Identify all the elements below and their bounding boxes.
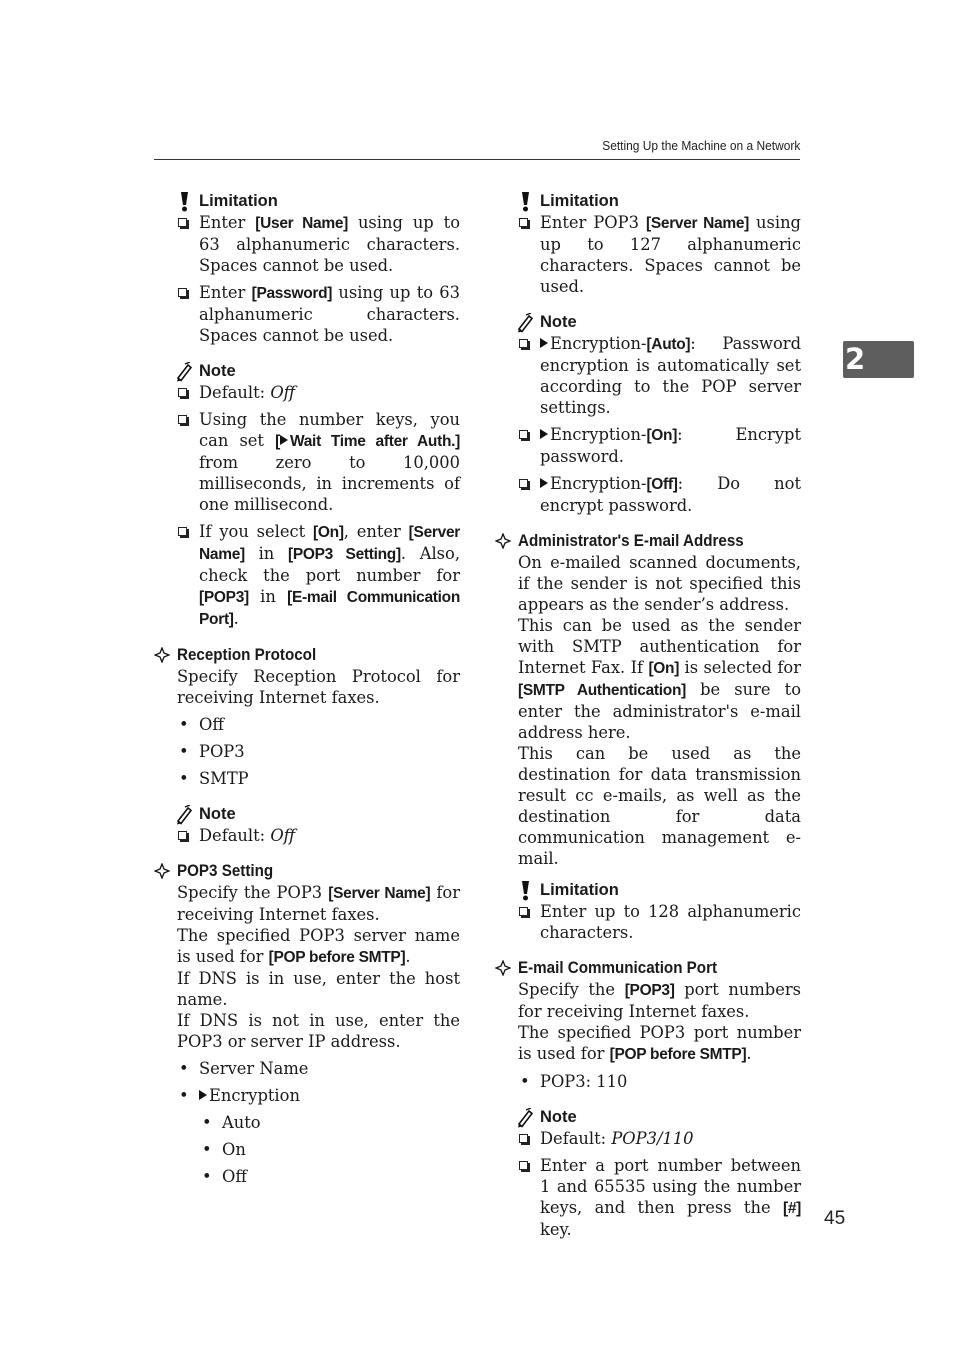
checkbox-bullet-icon xyxy=(519,1134,528,1143)
checkbox-bullet-icon xyxy=(178,831,187,840)
section-heading: Reception Protocol xyxy=(154,644,460,666)
left-column xyxy=(154,190,460,1187)
pencil-icon xyxy=(517,1108,534,1128)
triangle-icon xyxy=(540,478,548,488)
note-label: Note xyxy=(540,313,577,331)
checkbox-bullet-icon xyxy=(519,218,528,227)
note-item: Encryption-[Off]: Do not encrypt password. xyxy=(495,473,801,516)
limitation-label: Limitation xyxy=(540,192,619,210)
triangle-icon xyxy=(540,429,548,439)
pencil-icon xyxy=(176,362,193,382)
section-description: This can be used as the destination for data transmission result cc e-mails, as well as the destination for data communication management e-mail. xyxy=(518,744,801,868)
section-description: Specify the [POP3] port numbers for receiving Internet faxes. xyxy=(518,980,801,1021)
exclamation-icon xyxy=(176,192,193,212)
limitation-item: Enter POP3 [Server Name] using up to 127 alphanumeric characters. Spaces cannot be used. xyxy=(495,212,801,297)
checkbox-bullet-icon xyxy=(519,430,528,439)
checkbox-bullet-icon xyxy=(178,527,187,536)
limitation-label: Limitation xyxy=(540,881,619,899)
limitation-item: Enter [Password] using up to 63 alphanumeric characters. Spaces cannot be used. xyxy=(154,282,460,346)
checkbox-bullet-icon xyxy=(519,479,528,488)
diamond-bullet-icon xyxy=(154,863,170,879)
exclamation-icon xyxy=(517,881,534,901)
checkbox-bullet-icon xyxy=(178,218,187,227)
list-item: • POP3 xyxy=(154,741,460,762)
triangle-icon xyxy=(540,338,548,348)
section-description: Specify Reception Protocol for receiving Internet faxes. xyxy=(177,667,460,707)
checkbox-bullet-icon xyxy=(519,339,528,348)
section-description: If DNS is in use, enter the host name. xyxy=(177,969,460,1009)
checkbox-bullet-icon xyxy=(178,415,187,424)
checkbox-bullet-icon xyxy=(519,907,528,916)
limitation-item: Enter [User Name] using up to 63 alphanumeric characters. Spaces cannot be used. xyxy=(154,212,460,276)
note-heading xyxy=(176,803,460,825)
section-description: This can be used as the sender with SMTP authentication for Internet Fax. If [On] is selected for [SMTP Authentication] be sure to enter the administrator's e-mail address here. xyxy=(518,616,802,742)
section-heading: POP3 Setting xyxy=(154,860,460,882)
note-label: Note xyxy=(540,1108,577,1126)
triangle-icon xyxy=(280,435,288,445)
list-item: • Encryption xyxy=(154,1085,460,1106)
note-heading xyxy=(517,311,801,333)
pencil-icon xyxy=(176,805,193,825)
list-item: • Off xyxy=(154,714,460,735)
diamond-bullet-icon xyxy=(495,960,511,976)
exclamation-icon xyxy=(517,192,534,212)
checkbox-bullet-icon xyxy=(178,288,187,297)
sub-list-item: • On xyxy=(154,1139,460,1160)
checkbox-bullet-icon xyxy=(178,388,187,397)
sub-list-item: • Off xyxy=(154,1166,460,1187)
right-column xyxy=(495,190,801,1240)
note-heading xyxy=(176,360,460,382)
limitation-heading xyxy=(176,190,460,212)
note-item: If you select [On], enter [Server Name] in [POP3 Setting]. Also, check the port number for [POP3] in [E-mail Communication Port]. xyxy=(154,521,460,630)
section-heading: E-mail Communication Port xyxy=(495,957,801,979)
section-description: Specify the POP3 [Server Name] for receiving Internet faxes. xyxy=(177,883,460,924)
diamond-bullet-icon xyxy=(495,533,511,549)
note-label: Note xyxy=(199,805,236,823)
sub-list-item: • Auto xyxy=(154,1112,460,1133)
running-header: Setting Up the Machine on a Network xyxy=(601,138,800,153)
section-description: On e-mailed scanned documents, if the sender is not specified this appears as the sender’s address. xyxy=(518,553,801,614)
note-item: Default: Off xyxy=(154,825,460,846)
section-description: The specified POP3 port number is used for [POP before SMTP]. xyxy=(518,1023,801,1063)
note-item: Encryption-[Auto]: Password encryption is automatically set according to the POP server settings. xyxy=(495,333,801,418)
page-number: 45 xyxy=(824,1208,846,1229)
section-heading: Administrator's E-mail Address xyxy=(495,530,801,552)
limitation-heading xyxy=(517,879,801,901)
note-item: Enter a port number between 1 and 65535 using the number keys, and then press the [#] key. xyxy=(495,1155,801,1240)
pencil-icon xyxy=(517,313,534,333)
limitation-item: Enter up to 128 alphanumeric characters. xyxy=(495,901,801,943)
limitation-label: Limitation xyxy=(199,192,278,210)
diamond-bullet-icon xyxy=(154,647,170,663)
limitation-heading xyxy=(517,190,801,212)
note-label: Note xyxy=(199,362,236,380)
note-heading xyxy=(517,1106,801,1128)
note-item: Encryption-[On]: Encrypt password. xyxy=(495,424,801,467)
checkbox-bullet-icon xyxy=(519,1161,528,1170)
chapter-tab: 2 xyxy=(843,341,914,378)
note-item: Default: POP3/110 xyxy=(495,1128,801,1149)
list-item: • SMTP xyxy=(154,768,460,789)
section-description: If DNS is not in use, enter the POP3 or server IP address. xyxy=(177,1011,460,1051)
triangle-icon xyxy=(199,1090,207,1100)
list-item: • Server Name xyxy=(154,1058,460,1079)
note-item: Using the number keys, you can set [ Wait Time after Auth.] from zero to 10,000 milliseconds, in increments of one millisecond. xyxy=(154,409,460,515)
list-item: • POP3: 110 xyxy=(495,1071,801,1092)
header-rule xyxy=(154,159,800,160)
section-description: The specified POP3 server name is used for [POP before SMTP]. xyxy=(177,926,460,966)
note-item: Default: Off xyxy=(154,382,460,403)
